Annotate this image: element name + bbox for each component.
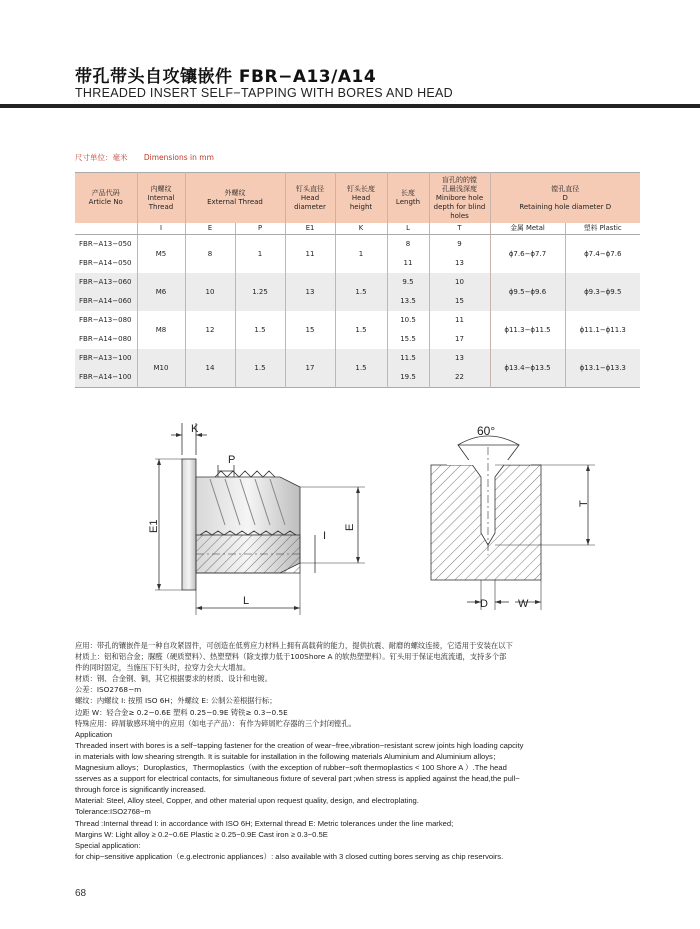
table-header-row [75, 173, 640, 224]
header-external-thread: 外螺纹 External Thread [185, 173, 285, 224]
description-text [75, 640, 645, 862]
table-cell: 8 [387, 235, 429, 255]
table-cell: ϕ9.3−ϕ9.5 [565, 273, 640, 311]
subheader-cell: P [235, 223, 285, 235]
text-line-zh: 公差：ISO2768−m [75, 685, 142, 695]
subheader-cell: 塑料 Plastic [565, 223, 640, 235]
table-cell: 10 [429, 273, 490, 292]
subheader-cell [75, 223, 137, 235]
text-line-en: Material: Steel, Alloy steel, Copper, and other material upon request quality, design, and electroplating. [75, 796, 419, 806]
dim-label-d: D [480, 598, 488, 610]
title-divider [0, 104, 700, 108]
text-line-en: Application [75, 729, 113, 739]
units-note [75, 152, 228, 163]
table-cell: 1 [335, 235, 387, 274]
text-line-zh: 材质上：铝和铝合金；脲醛（硬质塑料）、热塑塑料（除支撑力低于100Shore A 的软热塑塑料）。钉头用于保证电流流通，支持多个部 [75, 652, 507, 662]
text-line-en: Tolerance:ISO2768−m [75, 807, 151, 817]
table-row [75, 311, 640, 330]
table-cell: 1.5 [235, 349, 285, 388]
text-line-zh: 螺纹：内螺纹 I: 按照 ISO 6H；外螺纹 E: 公制公差根据行标； [75, 696, 277, 706]
table-cell: 15 [429, 292, 490, 311]
table-cell: M10 [137, 349, 185, 388]
angle-label: 60° [477, 424, 496, 438]
page-number: 68 [75, 888, 87, 899]
subheader-cell: K [335, 223, 387, 235]
text-line-zh: 边距 W：轻合金≥ 0.2−0.6E 塑料 0.25−0.9E 铸铁≥ 0.3−0.5E [75, 707, 288, 717]
page-title-en: THREADED INSERT SELF−TAPPING WITH BORES AND HEAD [75, 86, 454, 100]
dim-label-i: I [323, 530, 327, 542]
table-cell: FBR−A13−100 [75, 349, 137, 368]
dim-label-e: E [344, 523, 356, 531]
table-cell: 13 [429, 254, 490, 273]
table-cell: FBR−A13−060 [75, 273, 137, 292]
units-label-zh: 尺寸单位：毫米 [75, 153, 128, 162]
text-line-en: Magnesium alloys；Duroplastics，Thermoplastics（with the exception of rubber−soft thermoplastics < 100 Shore A ）.The head [75, 763, 507, 773]
dim-label-l: L [243, 595, 250, 607]
table-cell: 10 [185, 273, 235, 311]
table-cell: 19.5 [387, 368, 429, 388]
hole-section-view [431, 424, 595, 610]
table-cell: 17 [285, 349, 335, 388]
text-line-en: in materials with low shearing strength. It is suitable for installation in the following materials Aluminium and Aluminium alloys； [75, 751, 501, 761]
table-cell: 1.5 [335, 273, 387, 311]
subheader-cell: L [387, 223, 429, 235]
header-blind-depth: 盲孔的的镗 孔最浅深度 Minibore hole depth for blind holes [429, 173, 490, 224]
header-length: 长度 Length [387, 173, 429, 224]
table-cell: 1.5 [335, 349, 387, 388]
page-title-zh: 带孔带头自攻镶嵌件 FBR−A13/A14 [75, 67, 377, 87]
units-label-en: Dimensions in mm [143, 153, 214, 162]
table-cell: FBR−A14−050 [79, 259, 132, 267]
subheader-cell: E [185, 223, 235, 235]
table-cell: 13.5 [387, 292, 429, 311]
dim-label-w: W [518, 598, 529, 610]
text-line-zh: 件的同时固定，当施压下钉头时，拉穿力会大大增加。 [75, 663, 251, 673]
subheader-cell: 金属 Metal [490, 223, 565, 235]
table-cell: 1.25 [235, 273, 285, 311]
text-line-zh: 特殊应用：碎屑敏感环境中的应用（如电子产品）：有作为碎屑贮存器的三个封闭镗孔。 [75, 718, 356, 728]
table-cell: FBR−A14−060 [75, 292, 137, 311]
dim-label-p: P [228, 454, 236, 466]
header-retaining-hole: 镗孔直径 D Retaining hole diameter D [490, 173, 640, 224]
table-cell: 11 [429, 311, 490, 330]
table-cell: ϕ11.3−ϕ11.5 [490, 311, 565, 349]
table-cell: M8 [137, 311, 185, 349]
text-line-en: sserves as a support for electrical contacts, for simultaneous fixture of several part ;when stress is applied against the head,the pull− [75, 774, 520, 784]
subheader-cell: T [429, 223, 490, 235]
table-cell: 12 [185, 311, 235, 349]
text-line-en: Special application: [75, 840, 141, 850]
table-cell: 8 [185, 235, 235, 274]
text-line-en: Threaded insert with bores is a self−tapping fastener for the creation of wear−free,vibration−resistant screw joints high loading capcity [75, 740, 524, 750]
table-cell: ϕ7.6−ϕ7.7 [490, 235, 565, 274]
table-row [75, 235, 640, 255]
table-cell: 9.5 [387, 273, 429, 292]
dim-label-k: K [191, 423, 199, 435]
dim-label-e1: E1 [148, 519, 160, 533]
table-row [75, 349, 640, 368]
table-cell: 1 [235, 235, 285, 274]
table-cell: 17 [429, 330, 490, 349]
table-cell: 11 [387, 254, 429, 273]
table-cell: FBR−A13−080 [79, 316, 132, 324]
spec-table [75, 172, 640, 388]
table-cell: ϕ9.5−ϕ9.6 [490, 273, 565, 311]
table-cell: M6 [137, 273, 185, 311]
table-cell: 10.5 [387, 311, 429, 330]
technical-drawing [75, 415, 635, 625]
subheader-cell: I [137, 223, 185, 235]
table-row [75, 273, 640, 292]
table-cell: 1.5 [335, 311, 387, 349]
table-cell: 9 [429, 235, 490, 255]
table-cell: 11 [285, 235, 335, 274]
table-cell: 13 [285, 273, 335, 311]
text-line-zh: 应用：带孔的镶嵌件是一种自攻紧固件，可创造在低剪应力材料上拥有高载荷的能力，提供抗震、耐磨的螺纹连接，它适用于安装在以下 [75, 641, 513, 650]
table-cell: 13 [429, 349, 490, 368]
table-cell: FBR−A14−080 [79, 335, 132, 343]
text-line-en: through force is significantly increased. [75, 785, 206, 795]
text-line-zh: 材质：钢、合金钢、铜，其它根据要求的材质、设计和电镀。 [75, 674, 273, 684]
header-internal-thread: 内螺纹 Internal Thread [137, 173, 185, 224]
table-subheader-row [75, 223, 640, 235]
header-head-height: 钉头长度 Head height [335, 173, 387, 224]
table-cell: 11.5 [387, 349, 429, 368]
table-cell: M5 [137, 235, 185, 274]
table-cell: ϕ13.4−ϕ13.5 [490, 349, 565, 388]
insert-side-view [148, 423, 365, 615]
header-head-diameter: 钉头直径 Head diameter [285, 173, 335, 224]
dim-label-t: T [578, 500, 590, 507]
subheader-cell: E1 [285, 223, 335, 235]
table-cell: ϕ11.1−ϕ11.3 [565, 311, 640, 349]
text-line-en: for chip−sensitive application（e.g.electronic appliances）: also available with 3 closed cutting bores serving as chip reservoirs. [75, 851, 504, 861]
table-cell: 15.5 [387, 330, 429, 349]
table-cell: ϕ13.1−ϕ13.3 [565, 349, 640, 388]
table-cell: ϕ7.4−ϕ7.6 [565, 235, 640, 274]
header-article: 产品代码 Article No [75, 173, 137, 224]
table-cell: FBR−A13−050 [79, 240, 132, 248]
table-cell: 22 [429, 368, 490, 388]
table-cell: 1.5 [235, 311, 285, 349]
text-line-en: Margins W: Light alloy ≥ 0.2−0.6E Plastic ≥ 0.25−0.9E Cast iron ≥ 0.3−0.5E [75, 829, 328, 839]
text-line-en: Thread :Internal thread I: in accordance with ISO 6H; External thread E: Metric tolerances under the line marked; [75, 818, 454, 828]
table-cell: 14 [185, 349, 235, 388]
table-cell: 15 [285, 311, 335, 349]
table-cell: FBR−A14−100 [75, 368, 137, 388]
